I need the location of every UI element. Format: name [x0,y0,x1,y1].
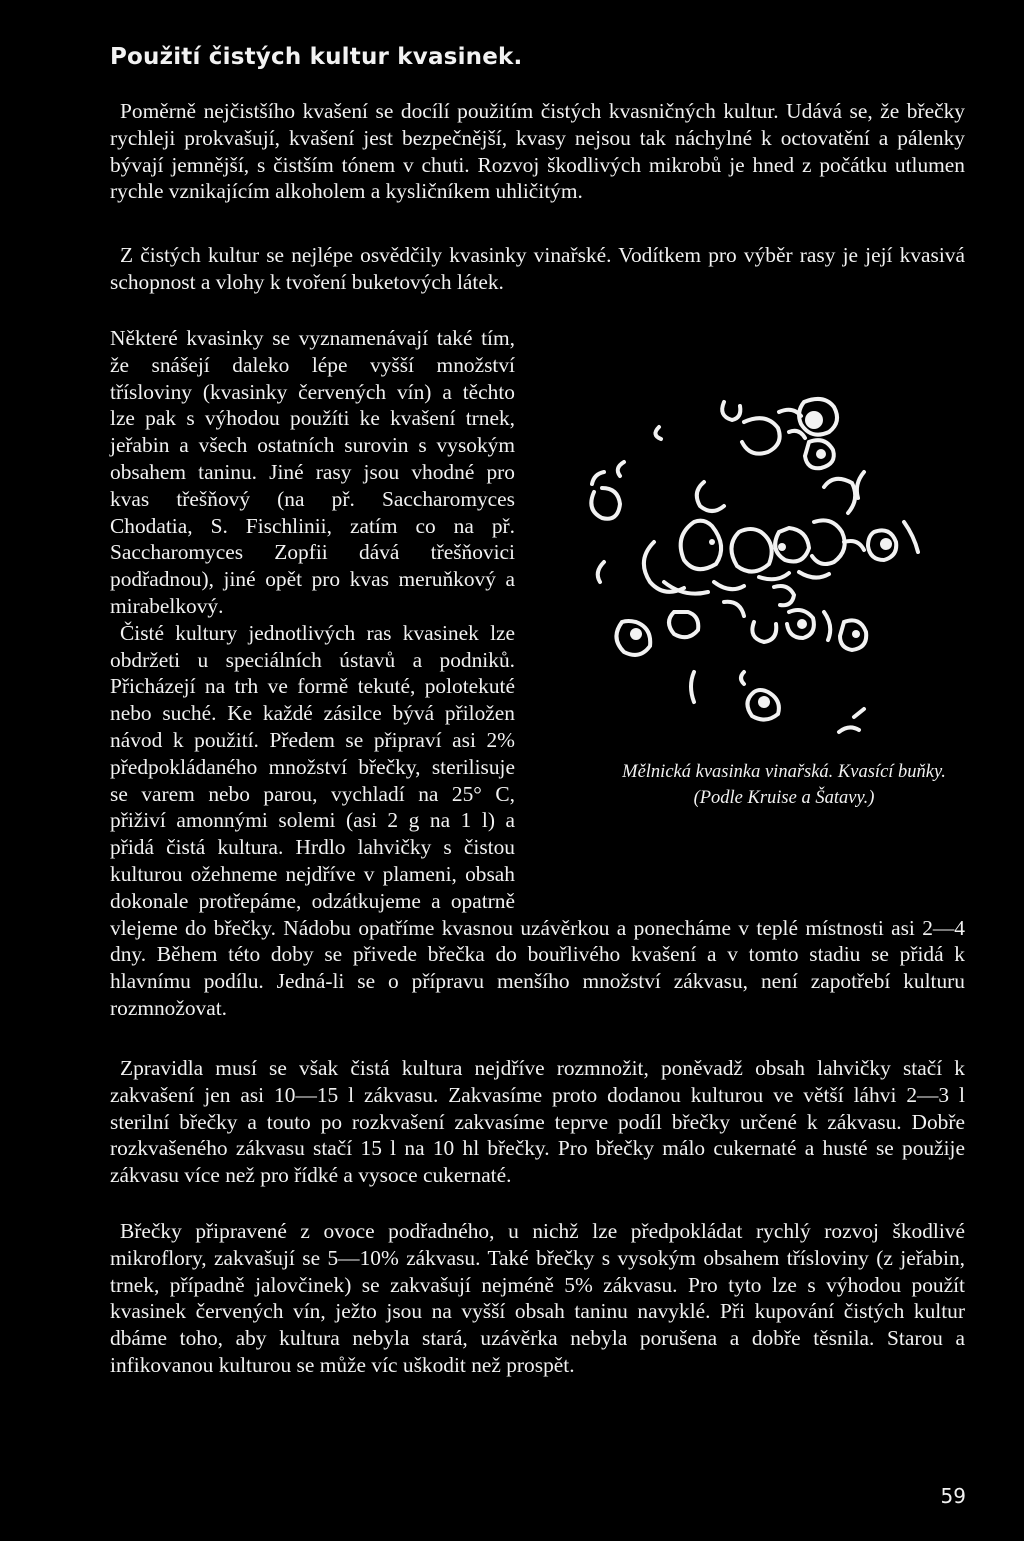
yeast-cell [799,572,829,578]
paragraph-intro: Poměrně nejčistšího kvašení se docílí použitím čistých kvasničných kultur. Udává se, že břečky rychleji prokvašují, kvašení jest bezpečnější, kvasy nejsou tak náchylné k octovatění a pálenky bývají jemnější, s čistším tónem v chuti. Rozvoj škodlivých mikrobů je hned z počátku utlumen rychle vznikajícím alkoholem a kysličníkem uhličitým. [110,99,965,204]
yeast-nucleus [630,628,642,640]
yeast-cell [752,622,776,642]
yeast-nucleus [852,630,860,638]
yeast-cell [691,672,694,702]
yeast-nucleus [816,449,826,459]
yeast-cell [774,586,794,605]
yeast-cell [731,529,771,572]
yeast-cells-illustration-icon [574,372,994,802]
paragraph-inferior-fruit: Břečky připravené z ovoce podřadného, u nichž lze předpokládat rychlý rozvoj škodlivé mikroflory, zakvašují se 5—10% zákvasu. Také břečky s vysokým obsahem třísloviny (z jeřabin, trnek, případně jalovčinek) se zakvašují nejméně 5% zákvasu. Pro tyto lze s výhodou použít kvasinek červených vín, ježto jsou na vyšší obsah taninu navyklé. Při kupování čistých kultur dbáme toho, aby kultura nebyla stará, uzávěrka nebyla porušena a dobře těsnila. Starou a infikovanou kulturou se může víc uškodit než prospět. [110,1219,965,1377]
yeast-cell [779,410,801,416]
yeast-cell [812,520,845,564]
yeast-cell [759,573,789,579]
yeast-nucleus [797,619,807,629]
yeast-cell [904,522,918,552]
yeast-cell [824,479,855,513]
yeast-cell [592,472,604,484]
yeast-cell [844,541,864,550]
yeast-cell [591,488,620,519]
page-number: 59 [940,1484,966,1508]
yeast-cell [857,472,864,498]
paragraph-wine-yeast: Z čistých kultur se nejlépe osvědčily kvasinky vinařské. Vodítkem pro výběr rasy je její kvasivá schopnost a vlohy k tvoření buketových látek. [110,243,965,294]
yeast-nucleus [778,543,786,551]
section-heading: Použití čistých kultur kvasinek. [110,44,523,70]
yeast-cell [655,427,661,439]
yeast-cell [839,727,859,732]
yeast-cell [697,482,724,511]
yeast-nucleus [758,696,770,708]
yeast-cell [824,612,830,640]
yeast-cell [854,709,864,717]
paragraph-cultures: Čisté kultury jednotlivých ras kvasinek lze obdržeti u speciálních ústavů a podniků. Přicházejí na trh ve formě tekuté, polotekuté nebo suché. Ke každé zásilce bývá přiložen návod k použití. Předem se připraví asi 2% předpokládaného množství břečky, sterilisuje se varem nebo parou, vychladí na 25° C, přiživí amonnými solemi (asi 2 g na 1 l) a přidá čistá kultura. Hrdlo lahvičky s čistou kulturou ožehneme nejdříve v plameni, obsah dokonale protřepáme, odzátkujeme a opatrně vlejeme do břečky. Nádobu opatříme kvasnou uzávěrkou a ponecháme v teplé místnosti asi 2—4 dny. Během této doby se přivede břečka do bouřlivého kvašení a v tomto stadiu se přidá k hlavnímu podílu. Jedná-li se o přípravu menšího množství zákvasu, není zapotřebí kulturu rozmnožovat. [110,620,965,1020]
yeast-cell [741,672,744,684]
yeast-nucleus [709,539,715,545]
paragraph-tannin: Některé kvasinky se vyznamenávají také tím, že snášejí daleko lépe vyšší množství třísloviny (kvasinky červených vín) a těchto lze pak s výhodou použíti ke kvašení trnek, jeřabin a všech ostatních surovin s vysokým obsahem taninu. Jiné rasy jsou vhodné pro kvas třešňový (na př. Saccharomyces Chodatia, S. Fischlinii, zatím co na př. Saccharomyces Zopfii dává třešňovici podřadnou), jiné opět pro kvas meruňkový a mirabelkový. [110,326,515,618]
yeast-cell [742,418,780,453]
yeast-cell [598,562,604,582]
figure-credit: (Podle Kruise a Šatavy.) [693,788,875,808]
yeast-cell [722,402,740,420]
yeast-nucleus [880,538,892,550]
paragraph-propagation: Zpravidla musí se však čistá kultura nejdříve rozmnožit, poněvadž obsah lahvičky stačí k zakvašení jen asi 10—15 l zákvasu. Zakvasíme proto dodanou kulturou ve větší láhvi 2—3 l sterilní břečky a touto po rozkvašení zakvasíme teprve podíl břečky určené k zákvasu. Dobře rozkvašeného zákvasu stačí 15 l na 10 hl břečky. Pro břečky málo cukernaté a husté se použije zákvasu více než pro řídké a vysoce cukernaté. [110,1056,965,1188]
yeast-cell [618,462,624,476]
yeast-nucleus [805,411,823,429]
figure-caption: Mělnická kvasinka vinařská. Kvasící buňky. [622,762,946,782]
yeast-cell [714,582,744,589]
yeast-cell [669,612,698,637]
yeast-cell [789,431,805,438]
yeast-cell [681,521,721,569]
yeast-cell [724,602,744,616]
